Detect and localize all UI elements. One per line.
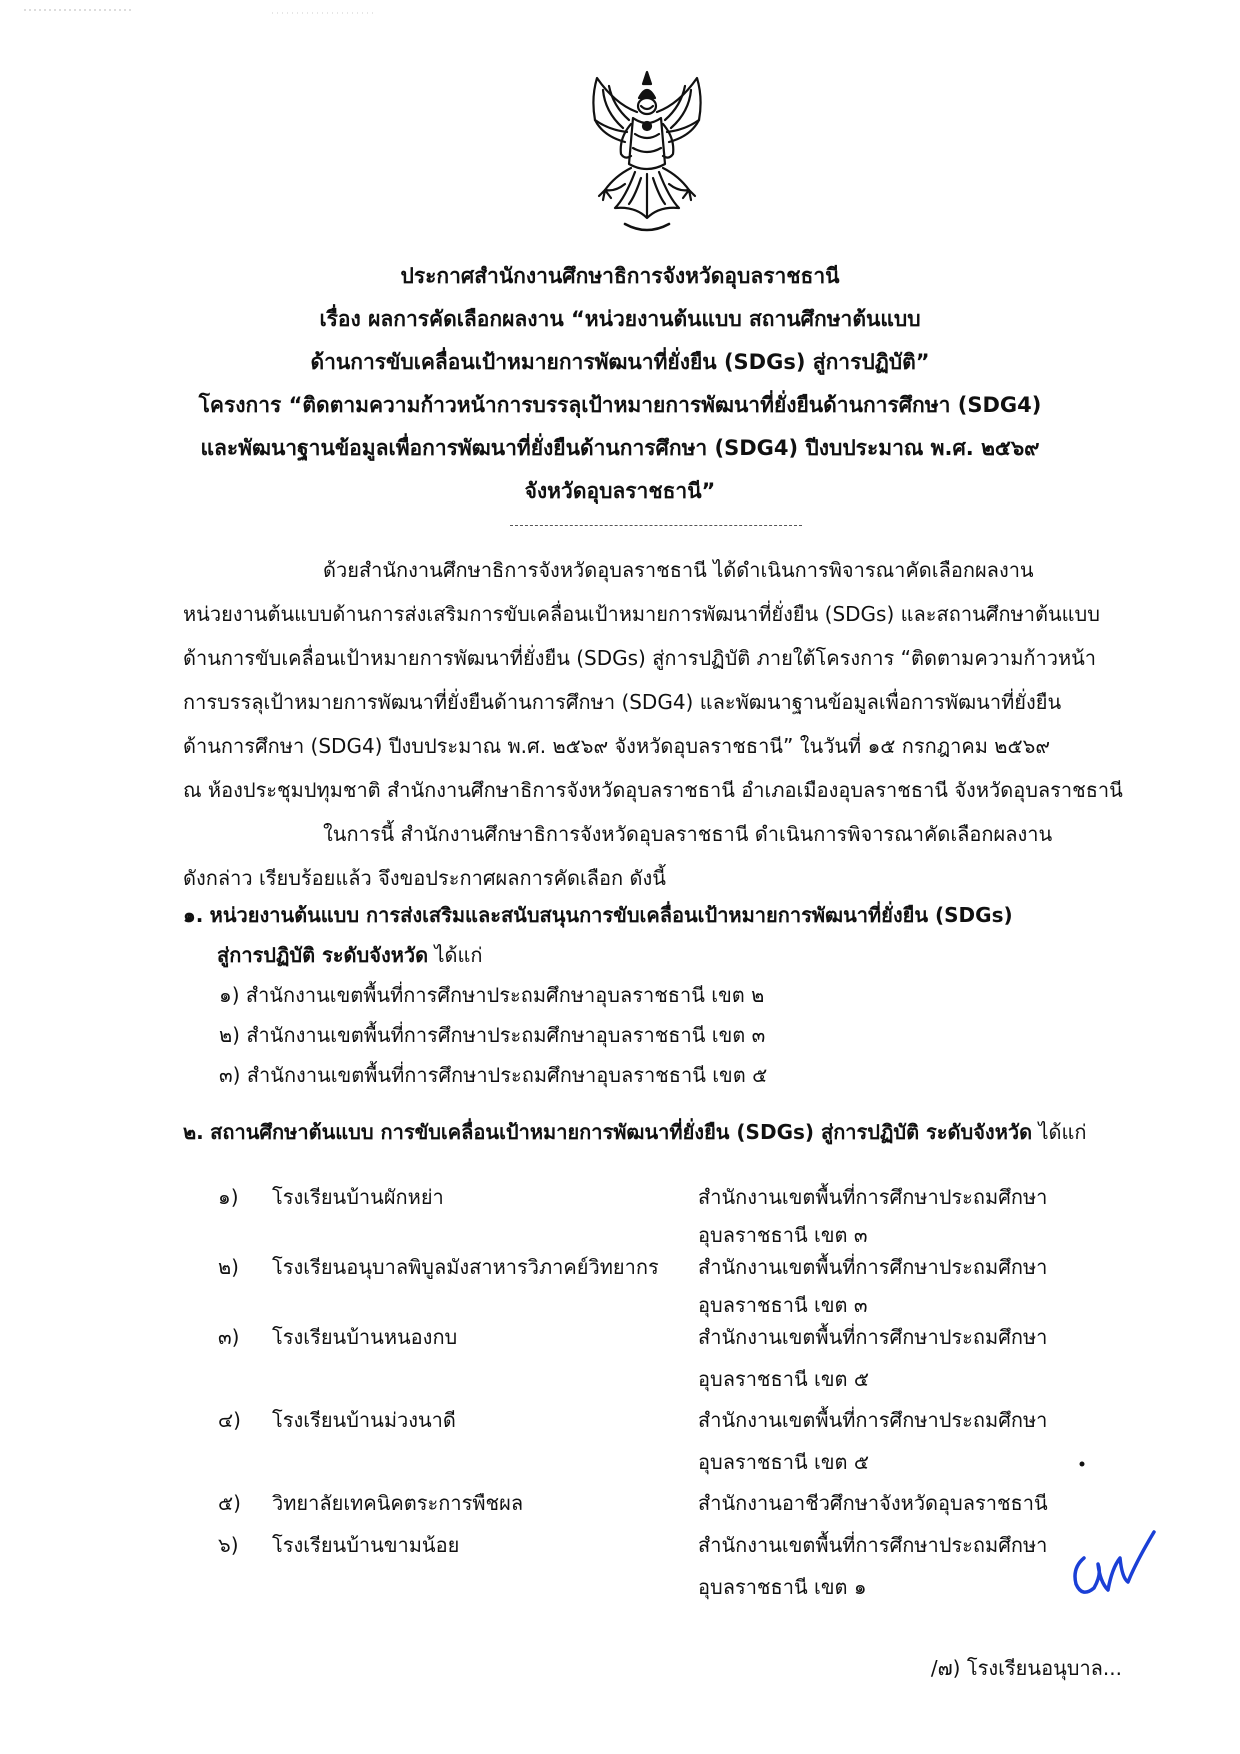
list-item <box>218 1484 1098 1526</box>
title-line: จังหวัดอุบลราชธานี” <box>524 479 716 503</box>
school-name: วิทยาลัยเทคนิคตระการพืชผล <box>272 1491 524 1515</box>
paragraph-line: ด้านการขับเคลื่อนเป้าหมายการพัฒนาที่ยั่งยืน (SDGs) สู่การปฏิบัติ ภายใต้โครงการ “ติดตามความก้าวหน้า <box>183 646 1097 670</box>
list-item: ๒) สำนักงานเขตพื้นที่การศึกษาประถมศึกษาอุบลราชธานี เขต ๓ <box>219 1023 766 1047</box>
item-number: ๓) <box>218 1325 240 1349</box>
paragraph-line: ณ ห้องประชุมปทุมชาติ สำนักงานศึกษาธิการจังหวัดอุบลราชธานี อำเภอเมืองอุบลราชธานี จังหวัดอุบลราชธานี <box>183 778 1123 802</box>
handwritten-initials-icon <box>1070 1528 1162 1602</box>
paragraph-line: ดังกล่าว เรียบร้อยแล้ว จึงขอประกาศผลการคัดเลือก ดังนี้ <box>183 866 666 890</box>
agency-line: สำนักงานอาชีวศึกษาจังหวัดอุบลราชธานี <box>698 1491 1048 1515</box>
title-line: เรื่อง ผลการคัดเลือกผลงาน “หน่วยงานต้นแบบ สถานศึกษาต้นแบบ <box>319 307 921 331</box>
agency-name <box>698 1318 1098 1398</box>
school-name: โรงเรียนบ้านผักหย่า <box>272 1185 444 1209</box>
agency-line: อุบลราชธานี เขต ๕ <box>698 1450 869 1474</box>
next-page-reference: /๗) โรงเรียนอนุบาล... <box>930 1656 1122 1680</box>
garuda-emblem-icon <box>585 68 709 236</box>
section-heading <box>183 895 1143 935</box>
intro-paragraph <box>183 548 1131 900</box>
agency-name <box>698 1526 1098 1606</box>
agency-line: สำนักงานเขตพื้นที่การศึกษาประถมศึกษา <box>698 1185 1048 1209</box>
agency-name <box>698 1484 1098 1522</box>
paragraph-line: ด้วยสำนักงานศึกษาธิการจังหวัดอุบลราชธานี ได้ดำเนินการพิจารณาคัดเลือกผลงาน <box>323 558 1034 582</box>
agency-name <box>698 1401 1098 1481</box>
agency-line: สำนักงานเขตพื้นที่การศึกษาประถมศึกษา <box>698 1408 1048 1432</box>
list-item <box>218 1526 1098 1602</box>
item-number: ๒) <box>218 1255 239 1279</box>
announcement-title <box>160 255 1080 513</box>
section-number: ๒. <box>183 1120 204 1144</box>
section-title: สถานศึกษาต้นแบบ การขับเคลื่อนเป้าหมายการพัฒนาที่ยั่งยืน (SDGs) สู่การปฏิบัติ ระดับจังหวัด <box>210 1120 1033 1144</box>
agency-name <box>698 1178 1098 1254</box>
school-name: โรงเรียนอนุบาลพิบูลมังสาหารวิภาคย์วิทยากร <box>272 1255 659 1279</box>
title-line: โครงการ “ติดตามความก้าวหน้าการบรรลุเป้าหมายการพัฒนาที่ยั่งยืนด้านการศึกษา (SDG4) <box>198 393 1042 417</box>
section-heading <box>183 935 1143 975</box>
item-number: ๕) <box>218 1491 241 1515</box>
section-number: ๑. <box>183 903 204 927</box>
dot-mark-icon <box>1078 1460 1086 1468</box>
school-name: โรงเรียนบ้านขามน้อย <box>272 1533 460 1557</box>
section-suffix: ได้แก่ <box>1032 1120 1087 1144</box>
agency-line: อุบลราชธานี เขต ๓ <box>698 1223 868 1247</box>
section-model-schools <box>183 1112 1143 1152</box>
agency-line: สำนักงานเขตพื้นที่การศึกษาประถมศึกษา <box>698 1533 1048 1557</box>
title-divider <box>510 525 802 526</box>
title-line: ด้านการขับเคลื่อนเป้าหมายการพัฒนาที่ยั่งยืน (SDGs) สู่การปฏิบัติ” <box>310 350 930 374</box>
agency-line: อุบลราชธานี เขต ๕ <box>698 1367 869 1391</box>
scan-artifact-icon <box>22 4 382 18</box>
section-title: หน่วยงานต้นแบบ การส่งเสริมและสนับสนุนการขับเคลื่อนเป้าหมายการพัฒนาที่ยั่งยืน (SDGs) <box>209 903 1013 927</box>
title-line: ประกาศสำนักงานศึกษาธิการจังหวัดอุบลราชธานี <box>400 264 840 288</box>
item-number: ๔) <box>218 1408 241 1432</box>
agency-line: อุบลราชธานี เขต ๑ <box>698 1575 867 1599</box>
paragraph-line: ในการนี้ สำนักงานศึกษาธิการจังหวัดอุบลราชธานี ดำเนินการพิจารณาคัดเลือกผลงาน <box>323 822 1053 846</box>
item-number: ๖) <box>218 1533 239 1557</box>
section-heading <box>183 1112 1143 1152</box>
paragraph-line: หน่วยงานต้นแบบด้านการส่งเสริมการขับเคลื่อนเป้าหมายการพัฒนาที่ยั่งยืน (SDGs) และสถานศึกษาต้นแบบ <box>183 602 1100 626</box>
list-item: ๓) สำนักงานเขตพื้นที่การศึกษาประถมศึกษาอุบลราชธานี เขต ๕ <box>219 1063 768 1087</box>
paragraph-line: การบรรลุเป้าหมายการพัฒนาที่ยั่งยืนด้านการศึกษา (SDG4) และพัฒนาฐานข้อมูลเพื่อการพัฒนาที่ยั่งยืน <box>183 690 1062 714</box>
agency-line: สำนักงานเขตพื้นที่การศึกษาประถมศึกษา <box>698 1255 1048 1279</box>
item-number: ๑) <box>218 1185 239 1209</box>
agency-line: สำนักงานเขตพื้นที่การศึกษาประถมศึกษา <box>698 1325 1048 1349</box>
school-name: โรงเรียนบ้านหนองกบ <box>272 1325 458 1349</box>
paragraph-line: ด้านการศึกษา (SDG4) ปีงบประมาณ พ.ศ. ๒๕๖๙ จังหวัดอุบลราชธานี” ในวันที่ ๑๕ กรกฎาคม ๒๕๖๙ <box>183 734 1050 758</box>
list-item <box>218 1178 1098 1248</box>
agency-line: อุบลราชธานี เขต ๓ <box>698 1293 868 1317</box>
list-item: ๑) สำนักงานเขตพื้นที่การศึกษาประถมศึกษาอุบลราชธานี เขต ๒ <box>219 983 765 1007</box>
school-list <box>218 1178 1098 1602</box>
agency-name <box>698 1248 1098 1324</box>
section-model-agencies <box>183 895 1143 1095</box>
section-suffix: ได้แก่ <box>428 943 483 967</box>
list-item <box>218 1401 1098 1484</box>
title-line: และพัฒนาฐานข้อมูลเพื่อการพัฒนาที่ยั่งยืนด้านการศึกษา (SDG4) ปีงบประมาณ พ.ศ. ๒๕๖๙ <box>200 436 1040 460</box>
list-item <box>218 1318 1098 1401</box>
section-title: สู่การปฏิบัติ ระดับจังหวัด <box>217 943 429 967</box>
school-name: โรงเรียนบ้านม่วงนาดี <box>272 1408 456 1432</box>
list-item <box>218 1248 1098 1318</box>
